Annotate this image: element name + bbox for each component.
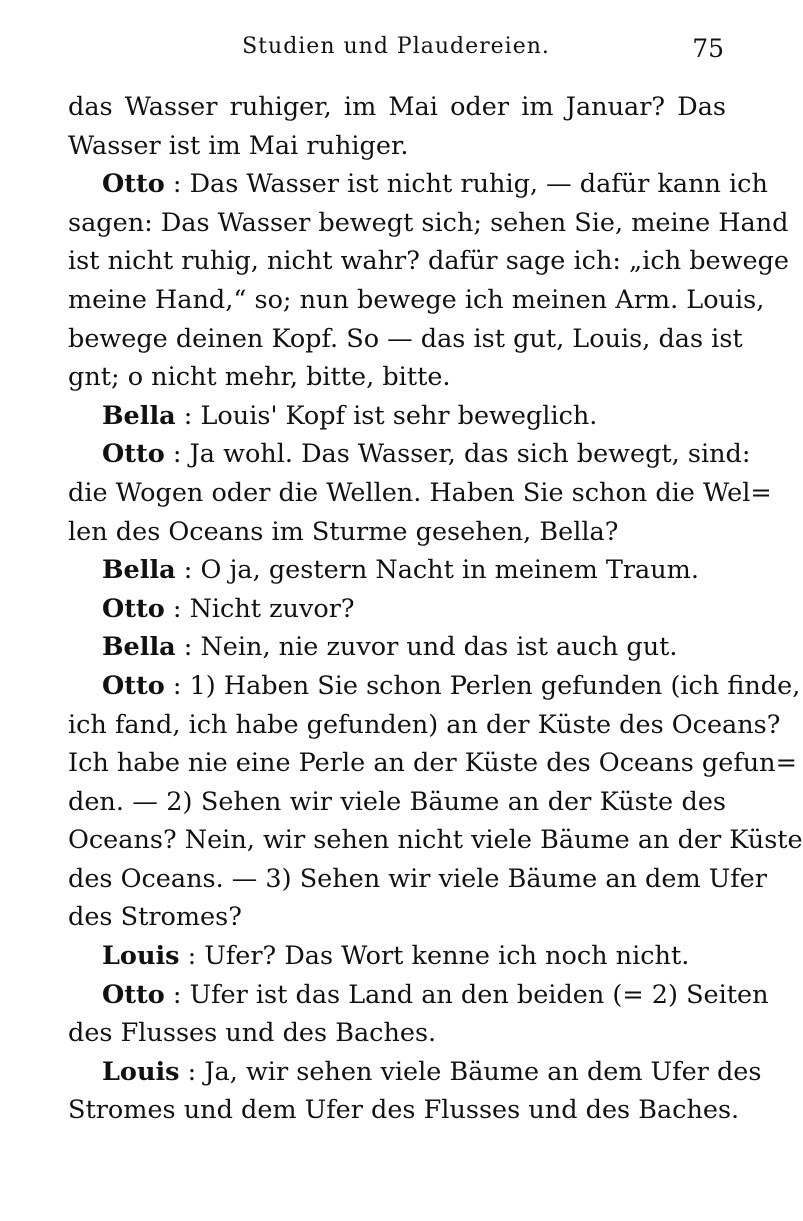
text-line [68, 127, 726, 166]
line-text: des Oceans. — 3) Sehen wir viele Bäume an dem Ufer [68, 863, 767, 894]
dialogue-text [68, 88, 803, 1130]
line-text: meine Hand,“ so; nun bewege ich meinen Arm. Louis, [68, 284, 765, 315]
speaker-name: Otto [102, 979, 165, 1010]
line-text: : O ja, gestern Nacht in meinem Traum. [175, 555, 699, 586]
text-line [68, 898, 726, 937]
text-line [68, 628, 726, 667]
text-line [68, 744, 797, 783]
line-text: : Ufer? Das Wort kenne ich noch nicht. [179, 941, 690, 972]
line-text: gnt; o nicht mehr, bitte, bitte. [68, 362, 451, 393]
text-line [68, 242, 789, 281]
line-text: Ich habe nie eine Perle an der Küste des Oceans gefun= [68, 748, 797, 779]
text-line [68, 821, 803, 860]
text-line [68, 320, 743, 359]
speaker-name: Otto [102, 593, 165, 624]
line-text: des Stromes? [68, 902, 242, 933]
text-line [68, 976, 769, 1015]
line-text: : Ja wohl. Das Wasser, das sich bewegt, sind: [164, 439, 751, 470]
line-text: ich fand, ich habe gefunden) an der Küste des Oceans? [68, 709, 781, 740]
text-line [68, 590, 726, 629]
speaker-name: Bella [102, 400, 176, 431]
page-number: 75 [692, 34, 724, 63]
speaker-name: Otto [102, 169, 165, 200]
line-text: den. — 2) Sehen wir viele Bäume an der Küste des [68, 786, 726, 817]
speaker-name: Otto [102, 670, 165, 701]
line-text: die Wogen oder die Wellen. Haben Sie schon die Wel= [68, 477, 772, 508]
text-line [68, 667, 801, 706]
text-line [68, 1091, 740, 1130]
text-line [68, 281, 765, 320]
text-line [68, 358, 726, 397]
speaker-name: Louis [102, 941, 180, 972]
running-title: Studien und Plaudereien. [242, 34, 550, 59]
running-head [68, 34, 724, 68]
text-line [68, 1014, 726, 1053]
text-line [68, 88, 726, 127]
line-text: sagen: Das Wasser bewegt sich; sehen Sie, meine Hand [68, 207, 789, 238]
line-text: : Nicht zuvor? [164, 593, 355, 624]
line-text: : Ufer ist das Land an den beiden (= 2) Seiten [164, 979, 769, 1010]
line-text: Oceans? Nein, wir sehen nicht viele Bäume an der Küste [68, 825, 803, 856]
line-text: : Nein, nie zuvor und das ist auch gut. [175, 632, 678, 663]
line-text: das Wasser ruhiger, im Mai oder im Januar? Das [68, 92, 726, 122]
text-line [68, 551, 726, 590]
text-line [68, 513, 726, 552]
text-line [68, 165, 768, 204]
text-line [68, 937, 726, 976]
text-line [68, 1053, 762, 1092]
line-text: ist nicht ruhig, nicht wahr? dafür sage ich: „ich bewege [68, 246, 789, 277]
line-text: : Das Wasser ist nicht ruhig, — dafür kann ich [164, 169, 768, 200]
line-text: Stromes und dem Ufer des Flusses und des Baches. [68, 1095, 740, 1126]
text-line [68, 204, 789, 243]
speaker-name: Bella [102, 632, 176, 663]
speaker-name: Louis [102, 1056, 180, 1087]
line-text: : Louis' Kopf ist sehr beweglich. [175, 400, 598, 431]
line-text: len des Oceans im Sturme gesehen, Bella? [68, 516, 619, 547]
text-line [68, 783, 726, 822]
text-line [68, 474, 772, 513]
line-text: : 1) Haben Sie schon Perlen gefunden (ich finde, [164, 670, 801, 701]
speaker-name: Otto [102, 439, 165, 470]
line-text: Wasser ist im Mai ruhiger. [68, 130, 409, 161]
text-line [68, 397, 726, 436]
line-text: des Flusses und des Baches. [68, 1018, 437, 1049]
text-line [68, 435, 751, 474]
text-line [68, 706, 781, 745]
line-text: : Ja, wir sehen viele Bäume an dem Ufer des [179, 1056, 762, 1087]
line-text: bewege deinen Kopf. So — das ist gut, Louis, das ist [68, 323, 743, 354]
speaker-name: Bella [102, 555, 176, 586]
text-line [68, 860, 767, 899]
